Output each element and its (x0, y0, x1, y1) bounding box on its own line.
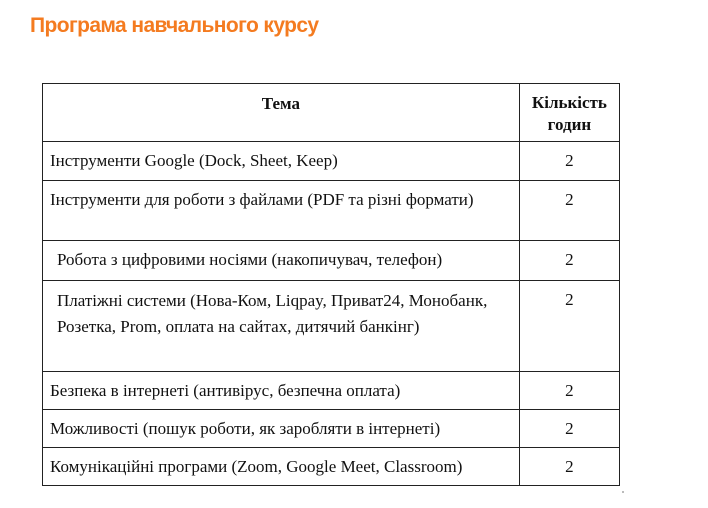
decorative-dot (622, 491, 624, 493)
table-row (43, 448, 620, 486)
hours-cell: 2 (519, 241, 619, 281)
topic-cell: Інструменти для роботи з файлами (PDF та різні формати) (43, 181, 520, 241)
topic-cell: Платіжні системи (Нова-Ком, Liqpay, Приват24, Монобанк, Розетка, Prom, оплата на сайтах, дитячий банкінг) (43, 281, 520, 372)
topic-cell: Робота з цифровими носіями (накопичувач, телефон) (43, 241, 520, 281)
topic-cell: Інструменти Google (Dock, Sheet, Keep) (43, 142, 520, 181)
table-row (43, 142, 620, 181)
topic-cell: Можливості (пошук роботи, як заробляти в інтернеті) (43, 410, 520, 448)
topic-cell: Комунікаційні програми (Zoom, Google Meet, Classroom) (43, 448, 520, 486)
course-program-table (42, 83, 620, 486)
table-header-row (43, 84, 620, 142)
topic-cell: Безпека в інтернеті (антивірус, безпечна оплата) (43, 372, 520, 410)
table-row (43, 241, 620, 281)
table-row (43, 281, 620, 372)
column-header-topic: Тема (43, 84, 520, 142)
page-title: Програма навчального курсу (30, 14, 319, 37)
column-header-hours (519, 84, 619, 142)
column-header-hours-line1: Кількість (531, 93, 607, 112)
table-row (43, 372, 620, 410)
hours-cell: 2 (519, 142, 619, 181)
hours-cell: 2 (519, 181, 619, 241)
hours-cell: 2 (519, 410, 619, 448)
table-row (43, 410, 620, 448)
hours-cell: 2 (519, 448, 619, 486)
hours-cell: 2 (519, 372, 619, 410)
column-header-hours-line2: годин (547, 115, 592, 134)
hours-cell: 2 (519, 281, 619, 372)
table-row (43, 181, 620, 241)
